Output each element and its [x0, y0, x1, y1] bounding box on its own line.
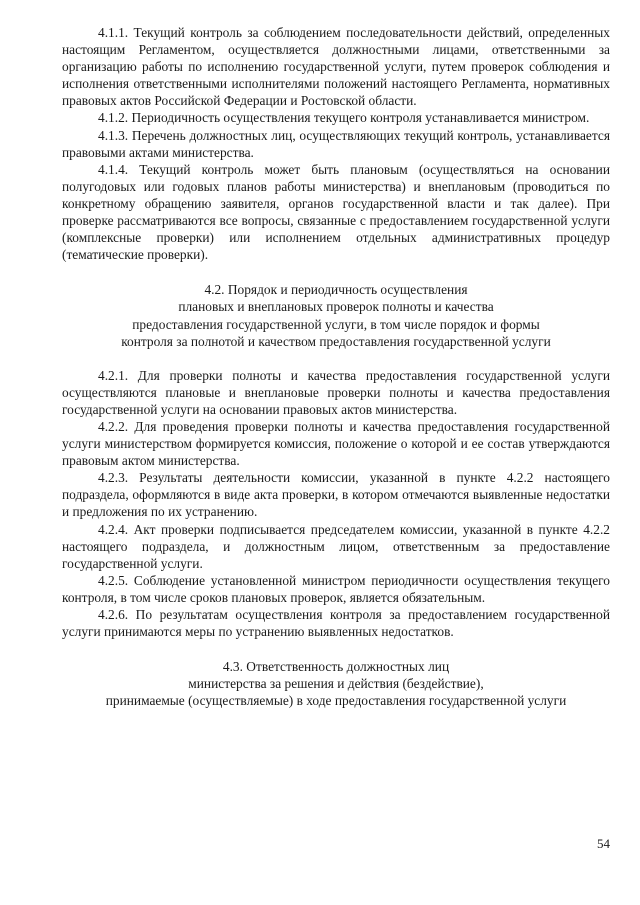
paragraph-4-2-1: 4.2.1. Для проверки полноты и качества предоставления государственной услуги осуществляются плановые и внеплановые проверки полноты и качества предоставления государственной услуги на основании правовых актов министерства. [62, 367, 610, 417]
section-4-2-paragraphs [62, 367, 610, 641]
paragraph-4-2-2: 4.2.2. Для проведения проверки полноты и качества предоставления государственной услуги министерством формируется комиссия, положение о которой и ее состав утверждаются правовым актом министерства. [62, 418, 610, 469]
paragraph-4-2-6: 4.2.6. По результатам осуществления контроля за предоставлением государственной услуги принимаются меры по устранению выявленных недостатков. [62, 607, 610, 640]
heading-4-3 [62, 658, 610, 709]
paragraph-4-1-1: 4.1.1. Текущий контроль за соблюдением последовательности действий, определенных настоящим Регламентом, осуществляется должностными лицами, ответственными за организацию работы по исполнению государственной услуги, путем проверок соблюдения и исполнения ответственными исполнителями положений настоящего Регламента, нормативных правовых актов Российской Федерации и Ростовской области. [62, 25, 610, 109]
heading-4-2 [62, 281, 610, 349]
paragraph-4-2-4: 4.2.4. Акт проверки подписывается председателем комиссии, указанной в пункте 4.2.2 настоящего подраздела, и должностным лицом, ответственным за предоставление государственной услуги. [62, 521, 610, 571]
paragraph-4-2-3: 4.2.3. Результаты деятельности комиссии, указанной в пункте 4.2.2 настоящего подраздела, оформляются в виде акта проверки, в котором отмечаются выявленные недостатки и предложения по их устранению. [62, 470, 610, 520]
heading-4-2-line: плановых и внеплановых проверок полноты и качества [178, 299, 494, 315]
heading-4-2-line: предоставления государственной услуги, в том числе порядок и формы [132, 316, 540, 332]
page-number: 54 [597, 836, 610, 851]
document-page [62, 24, 610, 709]
paragraph-4-1-4: 4.1.4. Текущий контроль может быть плановым (осуществляться на основании полугодовых или годовых планов работы министерства) и внеплановым (проводиться по конкретному обращению заявителя, органов государственной власти и так далее). При проверке рассматриваются все вопросы, связанные с предоставлением государственной услуги (комплексные проверки) или исполнением отдельных административных процедур (тематические проверки). [62, 161, 610, 263]
paragraph-4-2-5: 4.2.5. Соблюдение установленной министром периодичности осуществления текущего контроля, в том числе сроков плановых проверок, является обязательным. [62, 572, 610, 605]
heading-4-2-line: 4.2. Порядок и периодичность осуществления [204, 282, 468, 298]
heading-4-3-line: принимаемые (осуществляемые) в ходе предоставления государственной услуги [105, 693, 567, 709]
heading-4-3-line: министерства за решения и действия (бездействие), [188, 676, 484, 692]
heading-4-2-line: контроля за полнотой и качеством предоставления государственной услуги [121, 333, 551, 349]
section-4-1-paragraphs [62, 24, 610, 263]
heading-4-3-line: 4.3. Ответственность должностных лиц [222, 659, 450, 675]
paragraph-4-1-2: 4.1.2. Периодичность осуществления текущего контроля устанавливается министром. [98, 110, 590, 126]
paragraph-4-1-3: 4.1.3. Перечень должностных лиц, осуществляющих текущий контроль, устанавливается правовыми актами министерства. [62, 127, 610, 160]
